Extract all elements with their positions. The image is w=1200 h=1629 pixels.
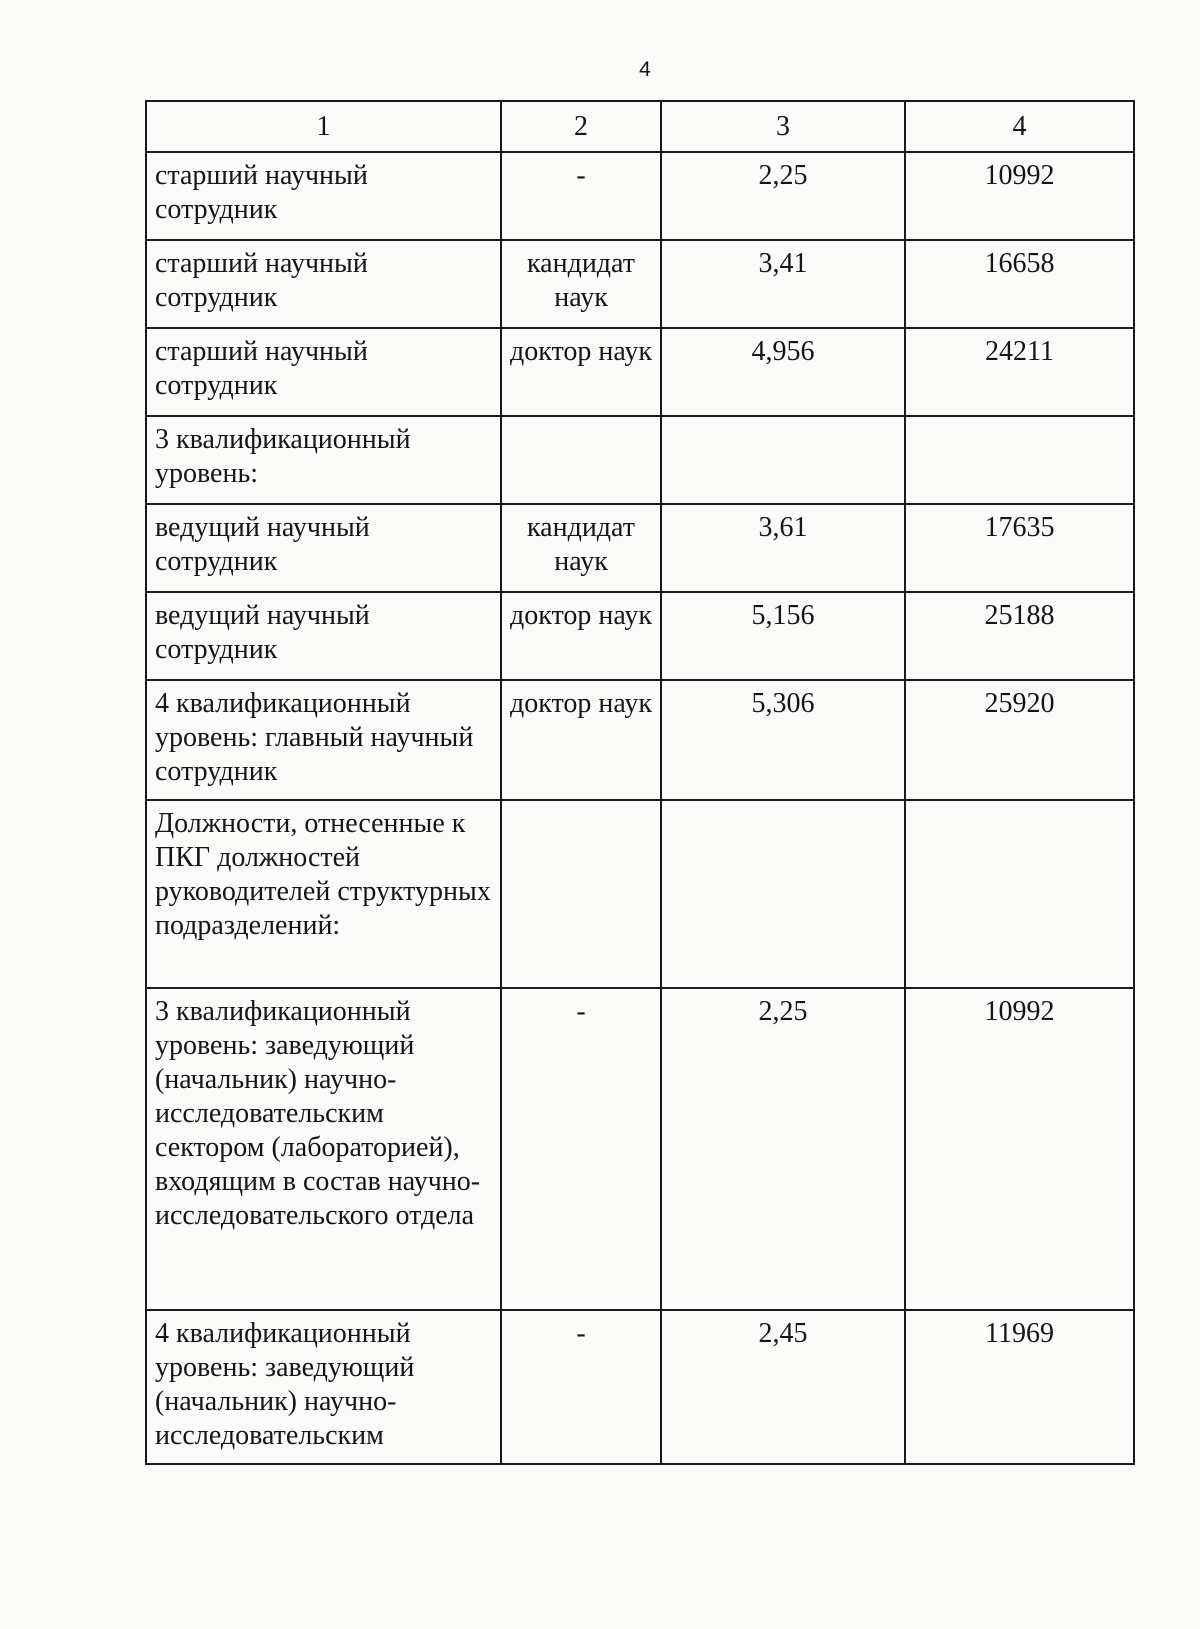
degree-cell: кандидат наук xyxy=(501,240,661,328)
salary-cell: 11969 xyxy=(905,1310,1134,1464)
column-header-1: 1 xyxy=(146,101,501,152)
table-header-row xyxy=(146,101,1134,152)
salary-cell: 25188 xyxy=(905,592,1134,680)
degree-cell xyxy=(501,416,661,504)
degree-cell: - xyxy=(501,1310,661,1464)
position-cell: ведущий научный сотрудник xyxy=(146,592,501,680)
salary-table xyxy=(145,100,1135,1465)
position-cell: старший научный сотрудник xyxy=(146,328,501,416)
degree-cell: доктор наук xyxy=(501,592,661,680)
coefficient-cell xyxy=(661,416,905,504)
table-row xyxy=(146,800,1134,988)
degree-cell xyxy=(501,800,661,988)
salary-cell: 24211 xyxy=(905,328,1134,416)
position-cell: ведущий научный сотрудник xyxy=(146,504,501,592)
page-number: 4 xyxy=(639,58,651,81)
degree-cell: доктор наук xyxy=(501,328,661,416)
salary-cell xyxy=(905,800,1134,988)
salary-cell: 10992 xyxy=(905,988,1134,1310)
salary-cell: 10992 xyxy=(905,152,1134,240)
position-cell: старший научный сотрудник xyxy=(146,240,501,328)
table-row xyxy=(146,240,1134,328)
coefficient-cell: 5,156 xyxy=(661,592,905,680)
coefficient-cell: 5,306 xyxy=(661,680,905,800)
table-row xyxy=(146,416,1134,504)
position-cell: старший научный сотрудник xyxy=(146,152,501,240)
position-cell: Должности, отнесенные к ПКГ должностей руководителей структурных подразделений: xyxy=(146,800,501,988)
coefficient-cell: 2,25 xyxy=(661,988,905,1310)
salary-cell: 16658 xyxy=(905,240,1134,328)
coefficient-cell: 3,41 xyxy=(661,240,905,328)
table-row xyxy=(146,1310,1134,1464)
degree-cell: - xyxy=(501,988,661,1310)
coefficient-cell: 2,45 xyxy=(661,1310,905,1464)
salary-table-container xyxy=(145,100,1135,1465)
degree-cell: кандидат наук xyxy=(501,504,661,592)
coefficient-cell xyxy=(661,800,905,988)
position-cell: 3 квалификационный уровень: xyxy=(146,416,501,504)
salary-cell xyxy=(905,416,1134,504)
table-row xyxy=(146,328,1134,416)
position-cell: 4 квалификационный уровень: главный научный сотрудник xyxy=(146,680,501,800)
table-row xyxy=(146,988,1134,1310)
table-row xyxy=(146,592,1134,680)
column-header-3: 3 xyxy=(661,101,905,152)
coefficient-cell: 2,25 xyxy=(661,152,905,240)
salary-cell: 17635 xyxy=(905,504,1134,592)
coefficient-cell: 4,956 xyxy=(661,328,905,416)
table-row xyxy=(146,680,1134,800)
column-header-2: 2 xyxy=(501,101,661,152)
degree-cell: - xyxy=(501,152,661,240)
coefficient-cell: 3,61 xyxy=(661,504,905,592)
table-row xyxy=(146,152,1134,240)
position-cell: 4 квалификационный уровень: заведующий (начальник) научно-исследовательским xyxy=(146,1310,501,1464)
position-cell: 3 квалификационный уровень: заведующий (начальник) научно-исследовательским сектором (лабораторией), входящим в состав научно-исследовательского отдела xyxy=(146,988,501,1310)
column-header-4: 4 xyxy=(905,101,1134,152)
degree-cell: доктор наук xyxy=(501,680,661,800)
table-row xyxy=(146,504,1134,592)
salary-cell: 25920 xyxy=(905,680,1134,800)
